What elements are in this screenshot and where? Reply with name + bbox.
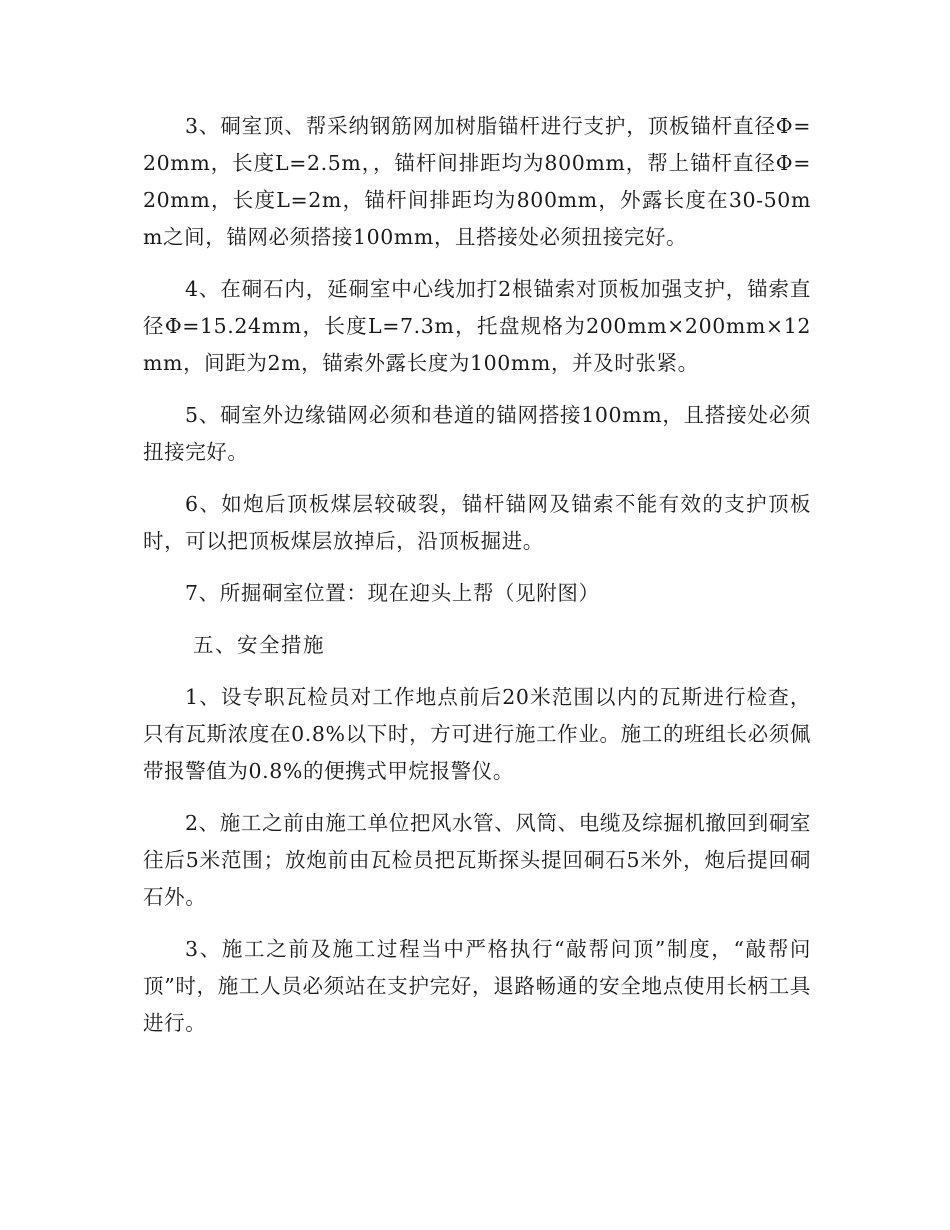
paragraph-roof-check: 3、施工之前及施工过程当中严格执行“敲帮问顶”制度，“敲帮问顶”时，施工人员必须站在支护完好，退路畅通的安全地点使用长柄工具进行。: [143, 937, 811, 1035]
paragraph-equipment-withdrawal: 2、施工之前由施工单位把风水管、风筒、电缆及综掘机撤回到硐室往后5米范围；放炮前由瓦检员把瓦斯探头提回硐石5米外，炮后提回硐石外。: [143, 811, 811, 909]
paragraph-chamber-location: 7、所掘硐室位置：现在迎头上帮（见附图）: [185, 581, 600, 605]
document-body: [143, 108, 811, 1057]
paragraph-anchor-cables: 4、在硐石内，延硐室中心线加打2根锚索对顶板加强支护，锚索直径Φ=15.24mm，长度L=7.3m，托盘规格为200mm×200mm×12mm，间距为2m，锚索外露长度为100mm，并及时张紧。: [143, 277, 811, 375]
paragraph-roof-handling: 6、如炮后顶板煤层较破裂，锚杆锚网及锚索不能有效的支护顶板时，可以把顶板煤层放掉后，沿顶板掘进。: [143, 492, 811, 553]
paragraph-mesh-overlap: 5、硐室外边缘锚网必须和巷道的锚网搭接100mm，且搭接处必须扭接完好。: [143, 403, 811, 464]
section-heading-safety: 五、安全措施: [193, 633, 325, 657]
paragraph-support-bolts: 3、硐室顶、帮采纳钢筋网加树脂锚杆进行支护，顶板锚杆直径Φ=20mm，长度L=2.5m，，锚杆间排距均为800mm，帮上锚杆直径Φ=20mm，长度L=2m，锚杆间排距均为800mm，外露长度在30-50mm之间，锚网必须搭接100mm，且搭接处必须扭接完好。: [143, 114, 811, 249]
paragraph-gas-inspection: 1、设专职瓦检员对工作地点前后20米范围以内的瓦斯进行检查，只有瓦斯浓度在0.8%以下时，方可进行施工作业。施工的班组长必须佩带报警值为0.8%的便携式甲烷报警仪。: [143, 685, 811, 783]
